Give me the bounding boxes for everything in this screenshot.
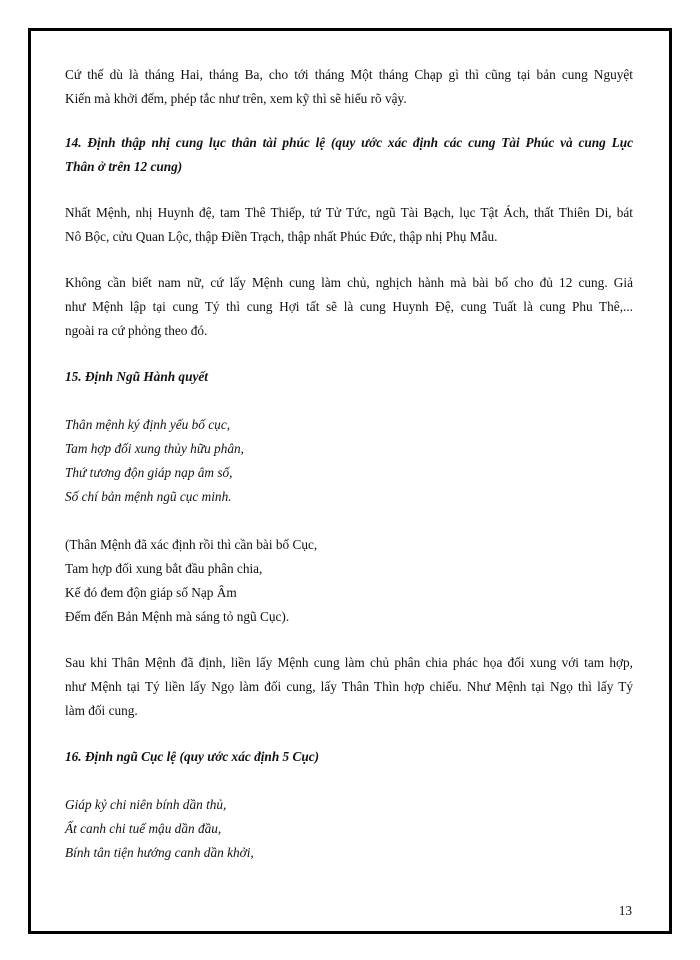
verse-line: Giáp kỷ chi niên bính dần thủ, <box>65 797 227 812</box>
text-line: Không cần biết nam nữ, cứ lấy Mệnh cung làm chủ, nghịch hành mà bài bố cho đủ 12 cung. Giả <box>65 275 633 290</box>
text-line: Đếm đến Bản Mệnh mà sáng tỏ ngũ Cục). <box>65 609 290 624</box>
heading-section-15 <box>65 365 633 389</box>
heading-line: Thân ở trên 12 cung) <box>65 159 183 174</box>
text-line: Kế đó đem độn giáp số Nạp Âm <box>65 585 237 600</box>
verse-line: Ất canh chi tuế mậu dần đầu, <box>65 821 222 836</box>
text-line: (Thân Mệnh đã xác định rồi thì cần bài bố Cục, <box>65 537 318 552</box>
text-line: Cứ thế dù là tháng Hai, tháng Ba, cho tới tháng Một tháng Chạp gì thì cũng tại bản cung Nguyệt <box>65 67 633 82</box>
text-line: Tam hợp đối xung bắt đầu phân chia, <box>65 561 263 576</box>
verse-16 <box>65 793 633 865</box>
text-line: Kiến mà khởi đếm, phép tắc như trên, xem kỹ thì sẽ hiểu rõ vậy. <box>65 91 407 106</box>
text-line: Nhất Mệnh, nhị Huynh đệ, tam Thê Thiếp, tứ Tử Tức, ngũ Tài Bạch, lục Tật Ách, thất Thiên Di, bát <box>65 205 633 220</box>
paragraph-palaces <box>65 201 633 249</box>
paragraph-intro <box>65 63 633 111</box>
verse-line: Số chí bản mệnh ngũ cục minh. <box>65 489 232 504</box>
text-line: ngoài ra cứ phỏng theo đó. <box>65 323 208 338</box>
verse-translation-15 <box>65 533 633 629</box>
verse-15 <box>65 413 633 509</box>
text-line: như Mệnh lập tại cung Tý thì cung Hợi tất sẽ là cung Huynh Đệ, cung Tuất là cung Phu Thê,... <box>65 299 633 314</box>
verse-line: Thứ tương độn giáp nạp âm số, <box>65 465 233 480</box>
text-line: như Mệnh tại Tý liền lấy Ngọ làm đối cung, lấy Thân Thìn hợp chiếu. Như Mệnh tại Ngọ thì lấy Tý <box>65 679 633 694</box>
text-line: Nô Bộc, cửu Quan Lộc, thập Điền Trạch, thập nhất Phúc Đức, thập nhị Phụ Mẫu. <box>65 229 498 244</box>
verse-line: Thân mệnh ký định yếu bố cục, <box>65 417 231 432</box>
paragraph-arrangement <box>65 271 633 343</box>
text-line: Sau khi Thân Mệnh đã định, liền lấy Mệnh cung làm chủ phân chia phác họa đối xung với tam hợp, <box>65 655 633 670</box>
verse-line: Tam hợp đối xung thủy hữu phân, <box>65 441 244 456</box>
text-line: làm đối cung. <box>65 703 138 718</box>
heading-section-14 <box>65 131 633 179</box>
heading-section-16 <box>65 745 633 769</box>
verse-line: Bính tân tiện hướng canh dần khởi, <box>65 845 254 860</box>
heading-line: 14. Định thập nhị cung lục thân tài phúc lệ (quy ước xác định các cung Tài Phúc và cung Lục <box>65 135 633 150</box>
heading-line: 15. Định Ngũ Hành quyết <box>65 369 208 384</box>
heading-line: 16. Định ngũ Cục lệ (quy ước xác định 5 Cục) <box>65 749 320 764</box>
page-number: 13 <box>618 903 632 918</box>
paragraph-explanation <box>65 651 633 723</box>
